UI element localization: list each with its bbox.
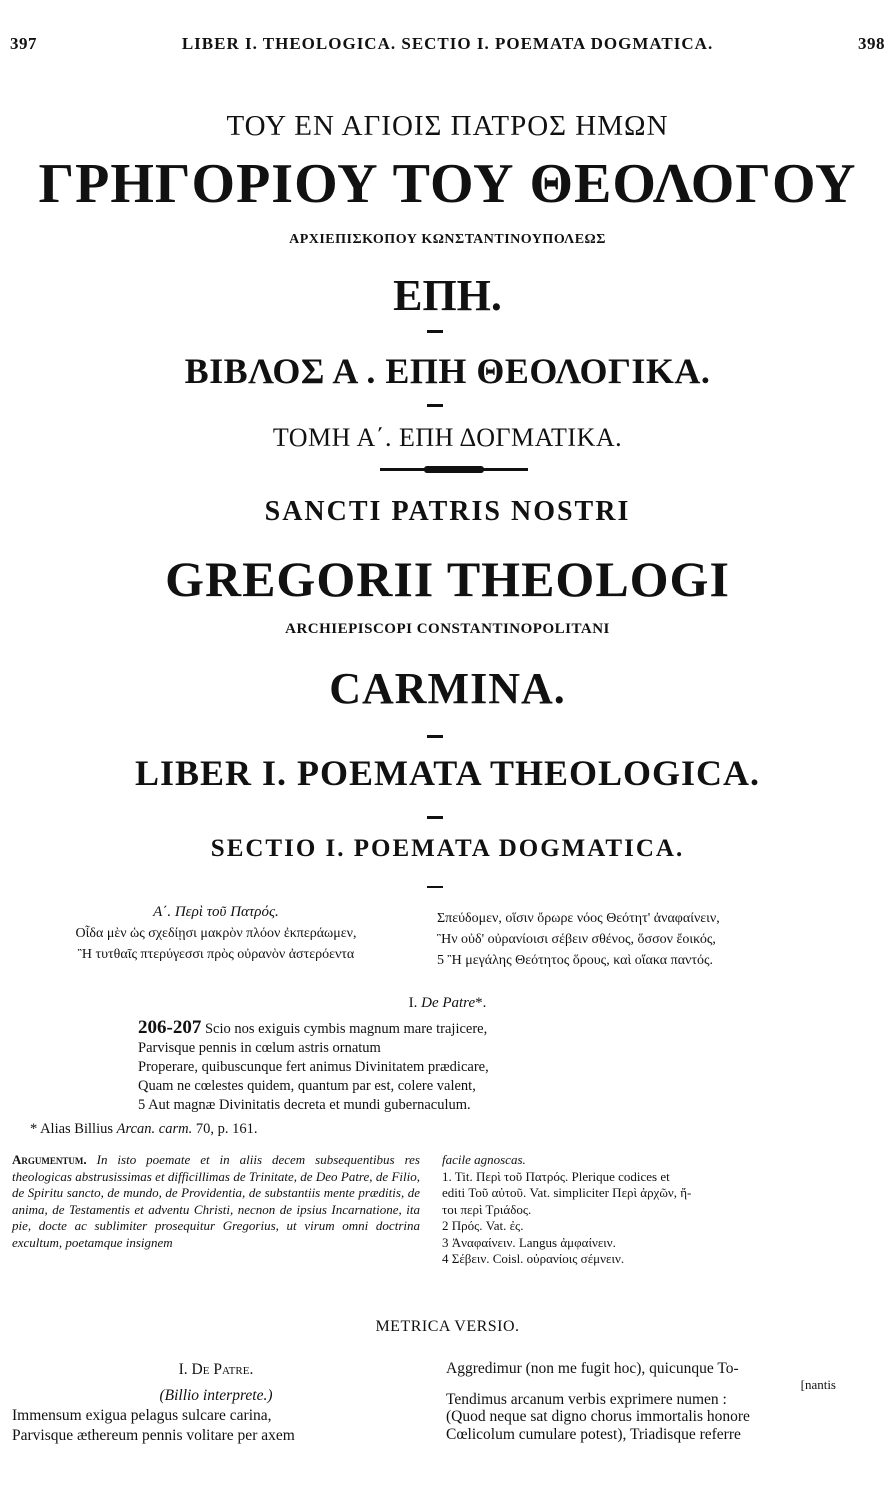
divider-dash — [427, 735, 443, 738]
note-line: τοι περὶ Τριάδος. — [442, 1201, 532, 1217]
column-number: 206-207 — [138, 1017, 202, 1038]
note-line: editi Τοῦ αὐτοῦ. Vat. simpliciter Περὶ ἀρχῶν, ἤ- — [442, 1185, 692, 1200]
argument-text: In isto poemate et in aliis decem subsequentibus res theologicas abstrusissimas et difficillimas de Trinitate, de Deo Patre, de Filio, de Spiritu sancto, de mundo, de Providentia, de substantiis mente præditis, de anima, de Testamentis et adventu Christi, necnon de ipsius Incarnatione, ita pie, docte ac sublimiter prosequitur Gregorius, ut virum omni doctrina excultum, poetamque insignem — [12, 1152, 420, 1250]
latin-line: Properare, quibuscunque fert animus Divinitatem prædicare, — [138, 1059, 489, 1075]
verse-line: Tendimus arcanum verbis exprimere numen : — [446, 1390, 727, 1408]
latin-line: Scio nos exiguis cymbis magnum mare trajicere, — [204, 1021, 488, 1037]
verse-line: Parvisque æthereum pennis volitare per axem — [12, 1427, 295, 1444]
verse-line: Cœlicolum cumulare potest), Triadisque referre — [446, 1425, 741, 1443]
latin-title-author: GREGORII THEOLOGI — [165, 551, 730, 607]
greek-poem-heading: Α΄. Περὶ τοῦ Πατρός. — [153, 904, 279, 920]
running-title: LIBER I. THEOLOGICA. SECTIO I. POEMATA DOGMATICA. — [181, 34, 714, 53]
greek-title-see: ΑΡΧΙΕΠΙΣΚΟΠΟΥ ΚΩΝΣΤΑΝΤΙΝΟΥΠΟΛΕΩΣ — [289, 232, 606, 247]
divider-dash — [427, 330, 443, 333]
latin-line: Parvisque pennis in cœlum astris ornatum — [138, 1040, 381, 1056]
heading-mark: *. — [475, 995, 487, 1011]
latin-book-title: LIBER I. POEMATA THEOLOGICA. — [134, 753, 761, 793]
greek-verse-line: Σπεύδομεν, οἵσιν ὄρωρε νόος Θεότητ' ἀναφαίνειν, — [437, 911, 720, 926]
greek-title-epe: ΕΠΗ. — [393, 271, 502, 320]
greek-title-author: ΓΡΗΓΟΡΙΟΥ ΤΟΥ ΘΕΟΛΟΓΟΥ — [38, 153, 857, 215]
note-line: 1. Tit. Περὶ τοῦ Πατρός. Plerique codices et — [442, 1168, 670, 1184]
verse-line: Aggredimur (non me fugit hoc), quicunque To- — [446, 1360, 739, 1377]
latin-line: Quam ne cœlestes quidem, quantum par est, colere valent, — [138, 1078, 476, 1094]
decorative-rule — [380, 468, 528, 471]
latin-title-carmina: CARMINA. — [329, 664, 566, 713]
verse-line: Immensum exigua pelagus sulcare carina, — [12, 1407, 272, 1424]
note-line: 4 Σέβειν. Coisl. οὐρανίοις σέμνειν. — [442, 1251, 625, 1266]
greek-verse-line: Ἢ τυτθαῖς πτερύγεσσι πρὸς οὐρανὸν ἀστερόεντα — [77, 947, 355, 962]
metrica-left-column — [12, 1360, 420, 1446]
footnote-text: * Alias Billius — [30, 1121, 117, 1137]
metrica-heading: I. De Patre. — [178, 1361, 254, 1378]
greek-title-line-1: ΤΟΥ ΕΝ ΑΓΙΟΙΣ ΠΑΤΡΟΣ ΗΜΩΝ — [226, 110, 669, 142]
verse-line: (Quod neque sat digno chorus immortalis honore — [446, 1408, 750, 1425]
metrica-interpreter: (Billio interprete.) — [159, 1387, 273, 1404]
divider-dash — [427, 816, 443, 819]
divider-dash — [427, 404, 443, 407]
greek-verse-line: Οἶδα μὲν ὡς σχεδίῃσι μακρὸν πλόον ἐκπεράωμεν, — [75, 926, 357, 941]
metrica-versio-title: METRICA VERSIO. — [375, 1318, 520, 1335]
footnote-ref: 70, p. 161. — [192, 1121, 258, 1137]
note-line: 3 Ἀναφαίνειν. Langus ἀμφαίνειν. — [442, 1234, 616, 1250]
latin-line: 5 Aut magnæ Divinitatis decreta et mundi gubernaculum. — [138, 1097, 471, 1113]
divider-dash — [427, 886, 443, 888]
running-header — [10, 34, 885, 56]
greek-verse-right — [437, 908, 882, 971]
greek-verse-line: Ἣν οὐδ' οὐρανίοισι σέβειν σθένος, ὅσσον ἔοικός, — [437, 932, 716, 947]
latin-prose-translation — [138, 1018, 698, 1115]
argument-note — [12, 1152, 420, 1251]
latin-section-title: SECTIO I. POEMATA DOGMATICA. — [210, 835, 685, 862]
latin-poem-heading — [0, 995, 895, 1012]
latin-title-line-1: SANCTI PATRIS NOSTRI — [264, 496, 631, 527]
page-number-right: 398 — [858, 34, 885, 53]
metrica-right-column — [446, 1360, 886, 1443]
footnote-title: Arcan. carm. — [116, 1121, 193, 1137]
greek-verse-line: 5 Ἢ μεγάλης Θεότητος ὅρους, καὶ οἴακα παντός. — [437, 953, 714, 968]
footnote — [30, 1121, 257, 1138]
heading-number: I. — [408, 995, 418, 1011]
latin-title-see: ARCHIEPISCOPI CONSTANTINOPOLITANI — [285, 621, 610, 637]
verse-continuation: [nantis — [800, 1376, 836, 1392]
greek-book-title: ΒΙΒΛΟΣ Α . ΕΠΗ ΘΕΟΛΟΓΙΚΑ. — [184, 351, 711, 391]
critical-notes — [442, 1152, 882, 1268]
greek-verse-left — [12, 902, 420, 965]
argument-label: Argumentum. — [12, 1152, 87, 1167]
note-line: facile agnoscas. — [442, 1152, 526, 1167]
heading-title: De Patre — [421, 995, 476, 1011]
page-number-left: 397 — [10, 34, 37, 53]
greek-section-title: ΤΟΜΗ Α΄. ΕΠΗ ΔΟΓΜΑΤΙΚΑ. — [272, 423, 623, 452]
note-line: 2 Πρός. Vat. ἐς. — [442, 1218, 524, 1233]
